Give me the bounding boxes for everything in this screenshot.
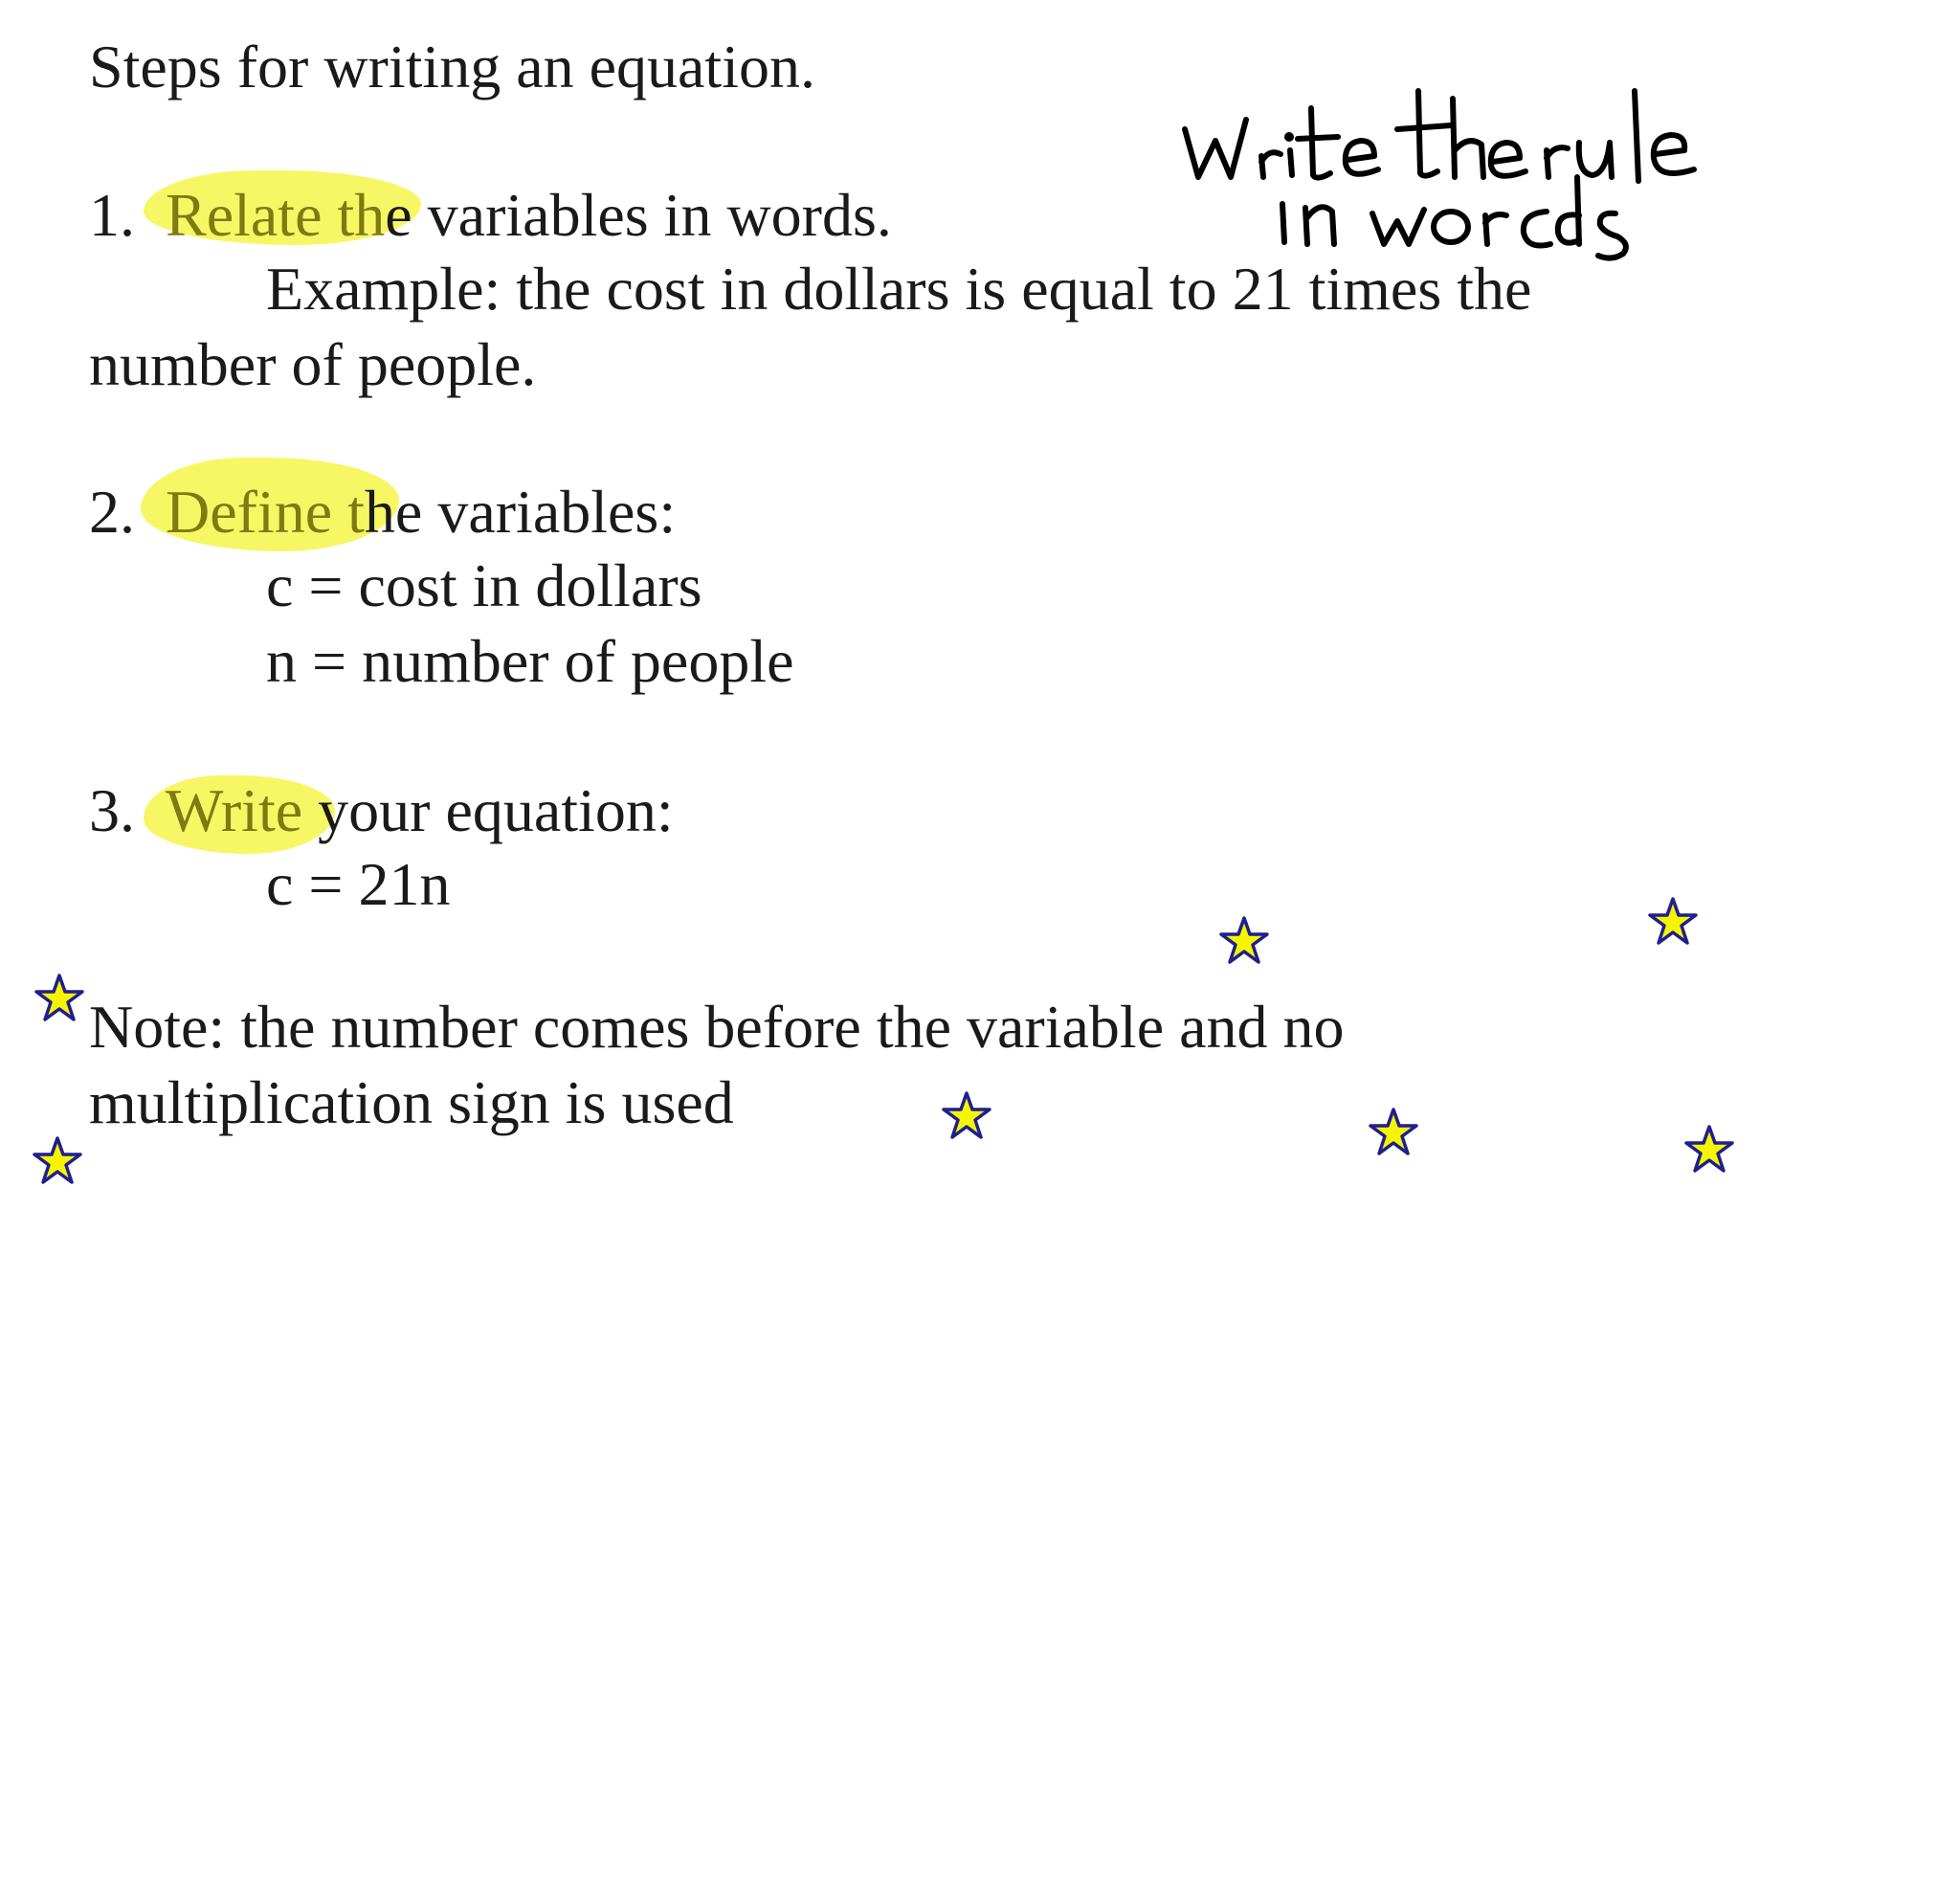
step-1-example-continued: number of people. xyxy=(89,330,537,398)
step-3-number: 3. xyxy=(89,776,135,844)
star-icon xyxy=(1682,1123,1736,1176)
step-1-example: Example: the cost in dollars is equal to 21 times the xyxy=(266,255,1532,323)
star-icon xyxy=(940,1089,993,1143)
step-1-number: 1. xyxy=(89,181,135,249)
step-3-keyword: Write xyxy=(166,776,303,844)
definition-n: n = number of people xyxy=(266,627,794,695)
star-icon xyxy=(1367,1106,1420,1159)
step-2-text: he variables: xyxy=(364,478,677,546)
equation: c = 21n xyxy=(266,850,451,918)
star-icon xyxy=(31,1134,84,1188)
step-3 xyxy=(89,776,674,844)
step-3-text: your equation: xyxy=(302,776,674,844)
step-1-text: e variables in words. xyxy=(385,181,892,249)
step-2-keyword: Define t xyxy=(166,478,365,546)
star-icon xyxy=(33,972,86,1025)
note-line-2: multiplication sign is used xyxy=(89,1068,734,1136)
step-2-number: 2. xyxy=(89,478,135,546)
step-2 xyxy=(89,478,677,546)
handwritten-annotation xyxy=(1177,81,1885,273)
star-icon xyxy=(1217,914,1271,968)
note-line-1: Note: the number comes before the variable and no xyxy=(89,993,1345,1061)
document-title: Steps for writing an equation. xyxy=(89,33,815,101)
star-icon xyxy=(1646,895,1700,949)
step-1-keyword: Relate th xyxy=(166,181,386,249)
definition-c: c = cost in dollars xyxy=(266,551,702,619)
step-1 xyxy=(89,181,892,249)
